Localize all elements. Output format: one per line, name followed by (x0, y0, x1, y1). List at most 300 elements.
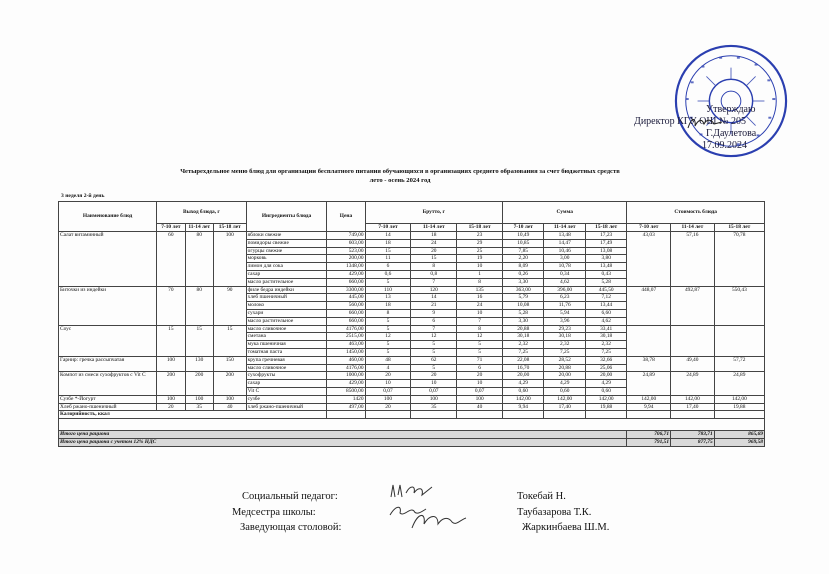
sum-value: 3,00 (544, 255, 585, 263)
ingredient-price: 660,00 (327, 317, 365, 325)
sum-value: 142,00 (585, 395, 626, 403)
ingredient-name: томатная паста (246, 348, 327, 356)
gross-value: 48 (365, 356, 411, 364)
empty-cell (365, 411, 411, 419)
table-row (59, 395, 765, 403)
menu-table-header (59, 202, 765, 232)
total-value: 877,75 (671, 439, 715, 447)
gross-value: 0,07 (457, 387, 503, 395)
dish-output: 100 (157, 395, 185, 403)
gross-value: 71 (457, 356, 503, 364)
dish-output: 130 (185, 356, 213, 372)
dish-cost: 57,72 (714, 356, 764, 372)
gross-value: 7 (457, 317, 503, 325)
dish-cost (671, 325, 715, 356)
gross-value: 5 (411, 348, 457, 356)
dish-output: 35 (185, 403, 213, 411)
header-age: 7-10 лет (627, 224, 671, 232)
empty-cell (327, 411, 365, 419)
gross-value: 13 (365, 294, 411, 302)
gross-value: 110 (365, 286, 411, 294)
sum-value: 4,62 (544, 278, 585, 286)
sum-value: 363,00 (503, 286, 544, 294)
dish-name: Соус (59, 325, 157, 356)
sum-value: 13,08 (585, 247, 626, 255)
header-age: 7-10 лет (157, 224, 185, 232)
total-value: 783,71 (671, 431, 715, 439)
header-dish: Наименование блюд (59, 202, 157, 232)
sum-value: 14,47 (544, 239, 585, 247)
gross-value: 0,8 (411, 270, 457, 278)
ingredient-name: мука пшеничная (246, 341, 327, 349)
gross-value: 20 (365, 372, 411, 380)
sum-value: 0,43 (585, 270, 626, 278)
calories-row (59, 411, 765, 419)
gross-value: 15 (365, 247, 411, 255)
gross-value: 1 (457, 270, 503, 278)
ingredient-name: Vit C (246, 387, 327, 395)
gross-value: 16 (457, 294, 503, 302)
gross-value: 12 (411, 333, 457, 341)
dish-output: 100 (213, 232, 246, 287)
dish-cost: 17,40 (671, 403, 715, 411)
header-age: 15-18 лет (457, 224, 503, 232)
sum-value: 5,79 (503, 294, 544, 302)
sum-value: 142,00 (503, 395, 544, 403)
table-row (59, 372, 765, 380)
signature-icon (388, 481, 438, 501)
gross-value: 5 (457, 341, 503, 349)
ingredient-price: 523,00 (327, 247, 365, 255)
ingredient-price: 1450,00 (327, 348, 365, 356)
signature-name: Таубазарова Т.К. (517, 506, 592, 518)
dish-cost (714, 325, 764, 356)
gross-value: 10 (457, 263, 503, 271)
gross-value: 10 (365, 380, 411, 388)
approval-line-2: Директор КГУ ОШ № 205 (634, 116, 746, 127)
sum-value: 30,18 (544, 333, 585, 341)
dish-output: 150 (213, 356, 246, 372)
ingredient-name: яблоки свежие (246, 232, 327, 240)
gross-value: 0,07 (365, 387, 411, 395)
gross-value: 5 (365, 348, 411, 356)
sum-value: 33,41 (585, 325, 626, 333)
empty-cell (411, 411, 457, 419)
header-age: 7-10 лет (365, 224, 411, 232)
dish-name: Сузбе *-Йогурт (59, 395, 157, 403)
header-age: 11-14 лет (185, 224, 213, 232)
sum-value: 6,60 (585, 309, 626, 317)
dish-cost: 9,94 (627, 403, 671, 411)
sum-value: 0,34 (544, 270, 585, 278)
menu-table-body (59, 232, 765, 447)
header-age: 15-18 лет (213, 224, 246, 232)
dish-output: 100 (185, 395, 213, 403)
dish-output: 80 (185, 232, 213, 287)
gross-value: 24 (457, 302, 503, 310)
dish-name: Биточки из индейки (59, 286, 157, 325)
gross-value: 8 (411, 263, 457, 271)
ingredient-name: сахар (246, 380, 327, 388)
empty-cell (714, 411, 764, 419)
table-row (59, 356, 765, 364)
sum-value: 10,78 (544, 263, 585, 271)
header-age: 15-18 лет (585, 224, 626, 232)
menu-table (58, 201, 765, 447)
total-label: Итого цена рациона с учетом 12% НДС (59, 439, 627, 447)
ingredient-price: 4176,00 (327, 325, 365, 333)
header-price: Цена (327, 202, 365, 232)
gross-value: 6 (365, 263, 411, 271)
sum-value: 3,96 (544, 317, 585, 325)
total-value: 969,58 (714, 439, 764, 447)
sum-value: 7,25 (544, 348, 585, 356)
gross-value: 20 (457, 372, 503, 380)
dish-cost: 142,00 (714, 395, 764, 403)
sum-value: 8,09 (503, 263, 544, 271)
ingredient-price: 460,00 (327, 356, 365, 364)
dish-cost: 38,78 (627, 356, 671, 372)
header-sum: Сумма (503, 202, 627, 224)
empty-cell (671, 411, 715, 419)
dish-cost (627, 325, 671, 356)
dish-name: Гарнир: гречка рассыпчатая (59, 356, 157, 372)
total-row (59, 439, 765, 447)
gross-value: 35 (411, 403, 457, 411)
gross-value: 5 (457, 348, 503, 356)
gross-value: 8 (457, 278, 503, 286)
dish-cost: 70,78 (714, 232, 764, 287)
dish-cost: 142,00 (627, 395, 671, 403)
signature-name: Жаркинбаева Ш.М. (522, 522, 610, 533)
gross-value: 7 (411, 325, 457, 333)
table-row (59, 232, 765, 240)
director-signature-icon (686, 114, 726, 132)
sum-value: 3,30 (503, 278, 544, 286)
sum-value: 7,25 (585, 348, 626, 356)
dish-output: 200 (185, 372, 213, 395)
sum-value: 20,00 (503, 372, 544, 380)
sum-value: 5,28 (585, 278, 626, 286)
sum-value: 142,00 (544, 395, 585, 403)
gross-value: 25 (457, 247, 503, 255)
signature-role: Заведующая столовой: (240, 522, 342, 533)
approval-line-3: Г.Даулетова (706, 128, 757, 139)
dish-name: Хлеб ржано-пшеничный (59, 403, 157, 411)
ingredient-price: 660,00 (327, 278, 365, 286)
ingredient-name: масло сливочное (246, 364, 327, 372)
sum-value: 4,62 (585, 317, 626, 325)
sum-value: 29,23 (544, 325, 585, 333)
gross-value: 10 (411, 380, 457, 388)
ingredient-price: 749,00 (327, 232, 365, 240)
gross-value: 18 (365, 239, 411, 247)
sum-value: 13,48 (544, 232, 585, 240)
empty-cell (544, 411, 585, 419)
gross-value: 6 (411, 317, 457, 325)
gross-value: 5 (411, 364, 457, 372)
sum-value: 13,44 (585, 302, 626, 310)
ingredient-name: масло растительное (246, 278, 327, 286)
ingredient-price: 4176,00 (327, 364, 365, 372)
spacer-row (59, 419, 765, 431)
sum-value: 0,60 (503, 387, 544, 395)
sum-value: 0,60 (544, 387, 585, 395)
total-value: 865,69 (714, 431, 764, 439)
ingredient-name: масло сливочное (246, 325, 327, 333)
dish-name: Салат витаминный (59, 232, 157, 287)
signature-role: Социальный педагог: (242, 491, 338, 502)
gross-value: 12 (457, 333, 503, 341)
empty-cell (585, 411, 626, 419)
dish-output: 20 (157, 403, 185, 411)
ingredient-name: масло растительное (246, 317, 327, 325)
sum-value: 11,76 (544, 302, 585, 310)
gross-value: 10 (457, 309, 503, 317)
ingredient-price: 200,00 (327, 255, 365, 263)
dish-output: 70 (157, 286, 185, 325)
gross-value: 100 (411, 395, 457, 403)
dish-cost: 448,07 (627, 286, 671, 325)
gross-value: 23 (457, 232, 503, 240)
calories-label: Калорийность, ккал (59, 411, 327, 419)
header-age: 15-18 лет (714, 224, 764, 232)
gross-value: 6 (457, 364, 503, 372)
ingredient-price: 660,00 (327, 309, 365, 317)
sum-value: 25,06 (585, 364, 626, 372)
ingredient-price: 603,00 (327, 239, 365, 247)
dish-cost: 57,16 (671, 232, 715, 287)
sum-value: 4,29 (503, 380, 544, 388)
dish-cost: 49,40 (671, 356, 715, 372)
gross-value: 5 (365, 325, 411, 333)
dish-output: 200 (213, 372, 246, 395)
gross-value: 9 (411, 309, 457, 317)
sum-value: 5,28 (503, 309, 544, 317)
sum-value: 7,12 (585, 294, 626, 302)
sum-value: 17,40 (544, 403, 585, 411)
dish-cost: 24,89 (627, 372, 671, 395)
empty-cell (503, 411, 544, 419)
sum-value: 20,88 (503, 325, 544, 333)
ingredient-price: 497,00 (327, 403, 365, 411)
header-output: Выход блюда, г (157, 202, 246, 224)
ingredient-name: помидоры свежие (246, 239, 327, 247)
gross-value: 20 (411, 372, 457, 380)
sum-value: 7,25 (503, 348, 544, 356)
sum-value: 2,32 (585, 341, 626, 349)
dish-output: 200 (157, 372, 185, 395)
dish-cost: 19,88 (714, 403, 764, 411)
total-value: 791,51 (627, 439, 671, 447)
sum-value: 7,85 (503, 247, 544, 255)
ingredient-price: 445,00 (327, 294, 365, 302)
header-ingredients: Ингредиенты блюда (246, 202, 327, 232)
gross-value: 21 (411, 302, 457, 310)
dish-name: Компот из смеси сухофруктов с Vit C (59, 372, 157, 395)
signature-row-social (212, 489, 652, 505)
gross-value: 8 (365, 309, 411, 317)
table-row (59, 325, 765, 333)
gross-value: 18 (365, 302, 411, 310)
empty-cell (627, 411, 671, 419)
sum-value: 6,23 (544, 294, 585, 302)
ingredient-name: хлеб пшеничный (246, 294, 327, 302)
sum-value: 16,70 (503, 364, 544, 372)
gross-value: 12 (365, 333, 411, 341)
gross-value: 100 (457, 395, 503, 403)
approval-line-4: 17.09.2024 (702, 140, 747, 151)
gross-value: 20 (365, 403, 411, 411)
gross-value: 0,07 (411, 387, 457, 395)
sum-value: 19,88 (585, 403, 626, 411)
sum-value: 13,48 (585, 263, 626, 271)
sum-value: 17,49 (585, 239, 626, 247)
dish-output: 15 (157, 325, 185, 356)
dish-output: 90 (213, 286, 246, 325)
ingredient-price: 1348,00 (327, 263, 365, 271)
sum-value: 3,80 (585, 255, 626, 263)
header-age: 7-10 лет (503, 224, 544, 232)
total-label: Итого цена рациона (59, 431, 627, 439)
header-cost: Стоимость блюда (627, 202, 765, 224)
dish-cost: 24,89 (714, 372, 764, 395)
dish-output: 15 (185, 325, 213, 356)
gross-value: 5 (365, 317, 411, 325)
gross-value: 10 (457, 380, 503, 388)
gross-value: 29 (457, 239, 503, 247)
ingredient-name: хлеб ржано-пшеничный (246, 403, 327, 411)
dish-cost: 492,87 (671, 286, 715, 325)
sum-value: 0,60 (585, 387, 626, 395)
sum-value: 3,30 (503, 317, 544, 325)
sum-value: 20,00 (585, 372, 626, 380)
header-age: 11-14 лет (671, 224, 715, 232)
sum-value: 10,49 (503, 232, 544, 240)
gross-value: 19 (457, 255, 503, 263)
ingredient-price: 8500,00 (327, 387, 365, 395)
signature-name: Токебай Н. (517, 491, 566, 502)
ingredient-price: 1420 (327, 395, 365, 403)
dish-cost: 43,03 (627, 232, 671, 287)
ingredient-name: сухофрукты (246, 372, 327, 380)
sum-value: 28,52 (544, 356, 585, 364)
week-label: 3 неделя 2-й день (61, 193, 105, 199)
gross-value: 5 (365, 341, 411, 349)
ingredient-name: филе бедра индейки (246, 286, 327, 294)
gross-value: 24 (411, 239, 457, 247)
gross-value: 40 (457, 403, 503, 411)
gross-value: 8 (457, 325, 503, 333)
dish-output: 60 (157, 232, 185, 287)
sum-value: 5,94 (544, 309, 585, 317)
header-age: 11-14 лет (411, 224, 457, 232)
sum-value: 10,46 (544, 247, 585, 255)
ingredient-name: сухари (246, 309, 327, 317)
gross-value: 5 (411, 341, 457, 349)
ingredient-price: 429,00 (327, 380, 365, 388)
gross-value: 15 (411, 255, 457, 263)
gross-value: 135 (457, 286, 503, 294)
dish-cost: 24,89 (671, 372, 715, 395)
gross-value: 100 (365, 395, 411, 403)
ingredient-name: сметана (246, 333, 327, 341)
sum-value: 2,32 (544, 341, 585, 349)
document-title: Четырехдельное меню блюд для организации бесплатного питания обучающихся в организациях среднего образования за счет бюджетных средств (180, 168, 620, 175)
sum-value: 22,08 (503, 356, 544, 364)
ingredient-price: 429,00 (327, 270, 365, 278)
ingredient-name: сузбе (246, 395, 327, 403)
ingredient-name: лимон для сока (246, 263, 327, 271)
ingredient-price: 463,00 (327, 341, 365, 349)
gross-value: 4 (365, 364, 411, 372)
dish-output: 80 (185, 286, 213, 325)
ingredient-name: сахар (246, 270, 327, 278)
sum-value: 17,23 (585, 232, 626, 240)
sum-value: 445,50 (585, 286, 626, 294)
ingredient-price: 560,00 (327, 302, 365, 310)
signature-row-canteen (212, 520, 652, 536)
sum-value: 9,94 (503, 403, 544, 411)
signatures-block (212, 489, 652, 536)
gross-value: 0,6 (365, 270, 411, 278)
table-row (59, 286, 765, 294)
gross-value: 14 (365, 232, 411, 240)
ingredient-price: 1000,00 (327, 372, 365, 380)
ingredient-name: огурцы свежие (246, 247, 327, 255)
ingredient-name: молоко (246, 302, 327, 310)
total-row (59, 431, 765, 439)
header-age: 11-14 лет (544, 224, 585, 232)
ingredient-name: морковь (246, 255, 327, 263)
sum-value: 2,32 (503, 341, 544, 349)
sum-value: 20,00 (544, 372, 585, 380)
sum-value: 32,66 (585, 356, 626, 364)
ingredient-price: 2515,00 (327, 333, 365, 341)
document-subtitle: лето - осень 2024 год (369, 177, 431, 184)
header-gross: Брутто, г (365, 202, 502, 224)
gross-value: 18 (411, 232, 457, 240)
ingredient-name: крупа гречневая (246, 356, 327, 364)
sum-value: 20,88 (544, 364, 585, 372)
approval-line-1: Утверждаю (706, 104, 756, 115)
dish-cost: 550,43 (714, 286, 764, 325)
sum-value: 0,26 (503, 270, 544, 278)
dish-output: 100 (157, 356, 185, 372)
gross-value: 120 (411, 286, 457, 294)
total-value: 706,71 (627, 431, 671, 439)
signature-icon (408, 510, 468, 532)
ingredient-price: 3300,00 (327, 286, 365, 294)
dish-output: 15 (213, 325, 246, 356)
gross-value: 14 (411, 294, 457, 302)
sum-value: 4,29 (585, 380, 626, 388)
sum-value: 396,00 (544, 286, 585, 294)
empty-cell (457, 411, 503, 419)
dish-output: 40 (213, 403, 246, 411)
sum-value: 30,18 (585, 333, 626, 341)
sum-value: 30,18 (503, 333, 544, 341)
sum-value: 2,20 (503, 255, 544, 263)
gross-value: 11 (365, 255, 411, 263)
sum-value: 10,08 (503, 302, 544, 310)
empty-cell (59, 419, 765, 431)
sum-value: 4,29 (544, 380, 585, 388)
gross-value: 5 (365, 278, 411, 286)
gross-value: 20 (411, 247, 457, 255)
table-row (59, 403, 765, 411)
dish-cost: 142,00 (671, 395, 715, 403)
